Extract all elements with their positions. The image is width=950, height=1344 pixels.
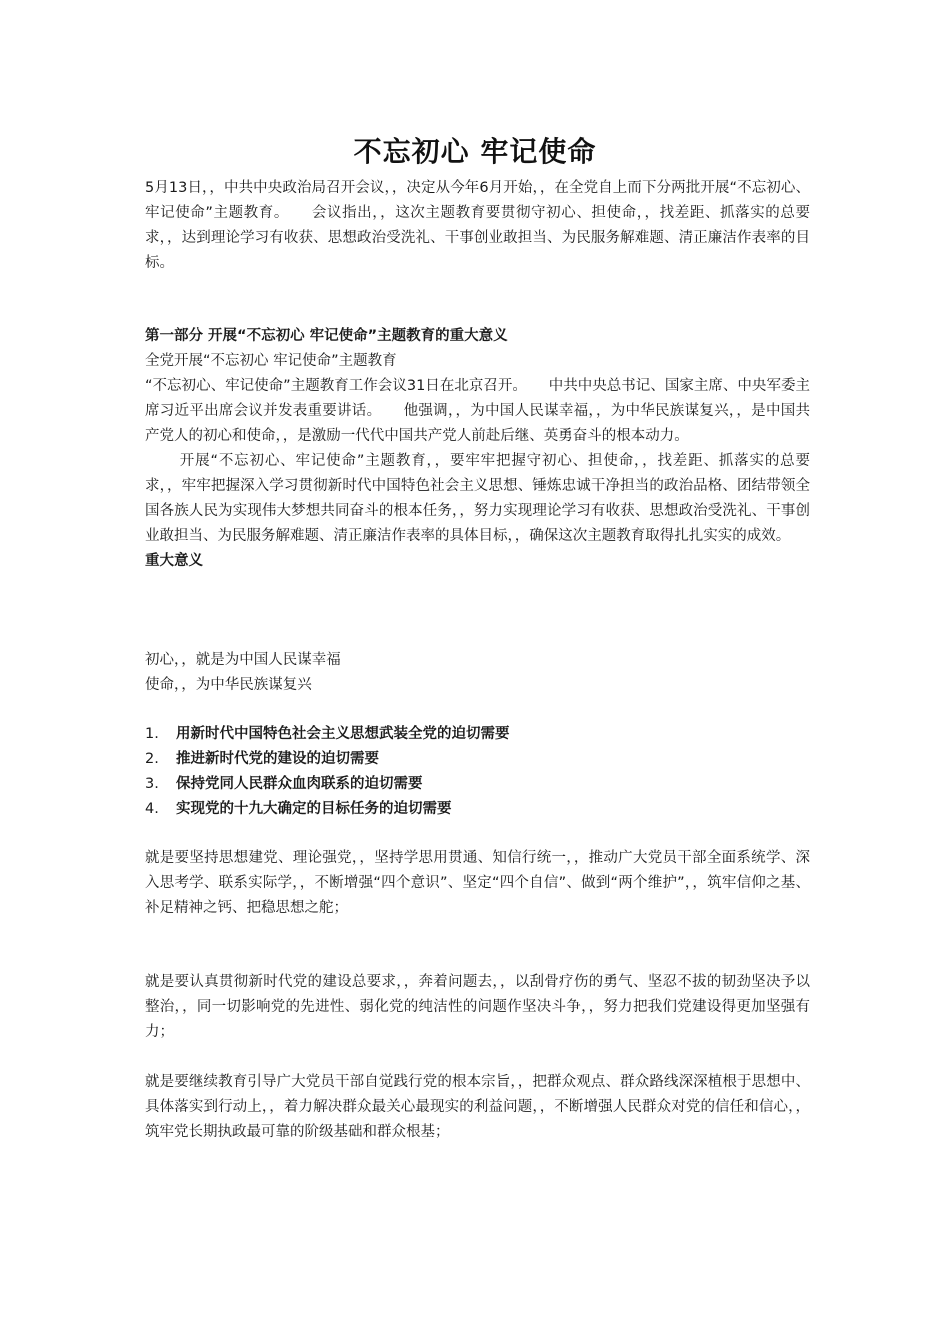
theme-education-paragraph: 开展“不忘初心、牢记使命”主题教育，，要牢牢把握守初心、担使命，，找差距、抓落实的总要求，，牢牢把握深入学习贯彻新时代中国特色社会主义思想、锤炼忠诚干净担当的政治品格、团结带领全国各族人民为实现伟大梦想共同奋斗的根本任务，，努力实现理论学习有收获、思想政治受洗礼、干事创业敢担当、为民服务解难题、清正廉洁作表率的具体目标，，确保这次主题教育取得扎扎实实的成效。: [145, 453, 810, 544]
list-item: 1. 用新时代中国特色社会主义思想武装全党的迫切需要: [145, 726, 510, 742]
paragraph-masses: 就是要继续教育引导广大党员干部自觉践行党的根本宗旨，，把群众观点、群众路线深深植根于思想中、具体落实到行动上，，着力解决群众最关心最现实的利益问题，，不断增强人民群众对党的信任和信心，，筑牢党长期执政最可靠的阶级基础和群众根基；: [145, 1074, 810, 1140]
chuxin-line: 初心，，就是为中国人民谋幸福: [145, 652, 341, 668]
significance-heading: 重大意义: [145, 553, 203, 569]
list-item: 2. 推进新时代党的建设的迫切需要: [145, 751, 379, 767]
significance-list: [145, 722, 810, 822]
paragraph-party-building: 就是要认真贯彻新时代党的建设总要求，，奔着问题去，，以刮骨疗伤的勇气、坚忍不拔的韧劲坚决予以整治，，同一切影响党的先进性、弱化党的纯洁性的问题作坚决斗争，，努力把我们党建设得更加坚强有力；: [145, 974, 810, 1040]
part1-heading: 第一部分 开展“不忘初心 牢记使命”主题教育的重大意义: [145, 328, 508, 344]
list-item: 3. 保持党同人民群众血肉联系的迫切需要: [145, 776, 423, 792]
list-item: 4. 实现党的十九大确定的目标任务的迫切需要: [145, 801, 452, 817]
meeting-paragraph: “不忘初心、牢记使命”主题教育工作会议31日在北京召开。 中共中央总书记、国家主席、中央军委主席习近平出席会议并发表重要讲话。 他强调，，为中国人民谋幸福，，为中华民族谋复兴，，是中国共产党人的初心和使命，，是激励一代代中国共产党人前赴后继、英勇奋斗的根本动力。: [145, 378, 810, 444]
document-title: 不忘初心 牢记使命: [353, 135, 597, 168]
shiming-line: 使命，，为中华民族谋复兴: [145, 677, 312, 693]
part1-subheading: 全党开展“不忘初心 牢记使命”主题教育: [145, 353, 397, 369]
intro-paragraph: 5月13日，，中共中央政治局召开会议，，决定从今年6月开始，，在全党自上而下分两批开展“不忘初心、牢记使命”主题教育。 会议指出，，这次主题教育要贯彻守初心、担使命，，找差距、抓落实的总要求，，达到理论学习有收获、思想政治受洗礼、干事创业敢担当、为民服务解难题、清正廉洁作表率的目标。: [145, 180, 810, 271]
paragraph-ideology: 就是要坚持思想建党、理论强党，，坚持学思用贯通、知信行统一，，推动广大党员干部全面系统学、深入思考学、联系实际学，，不断增强“四个意识”、坚定“四个自信”、做到“两个维护”，，筑牢信仰之基、补足精神之钙、把稳思想之舵；: [145, 850, 810, 916]
